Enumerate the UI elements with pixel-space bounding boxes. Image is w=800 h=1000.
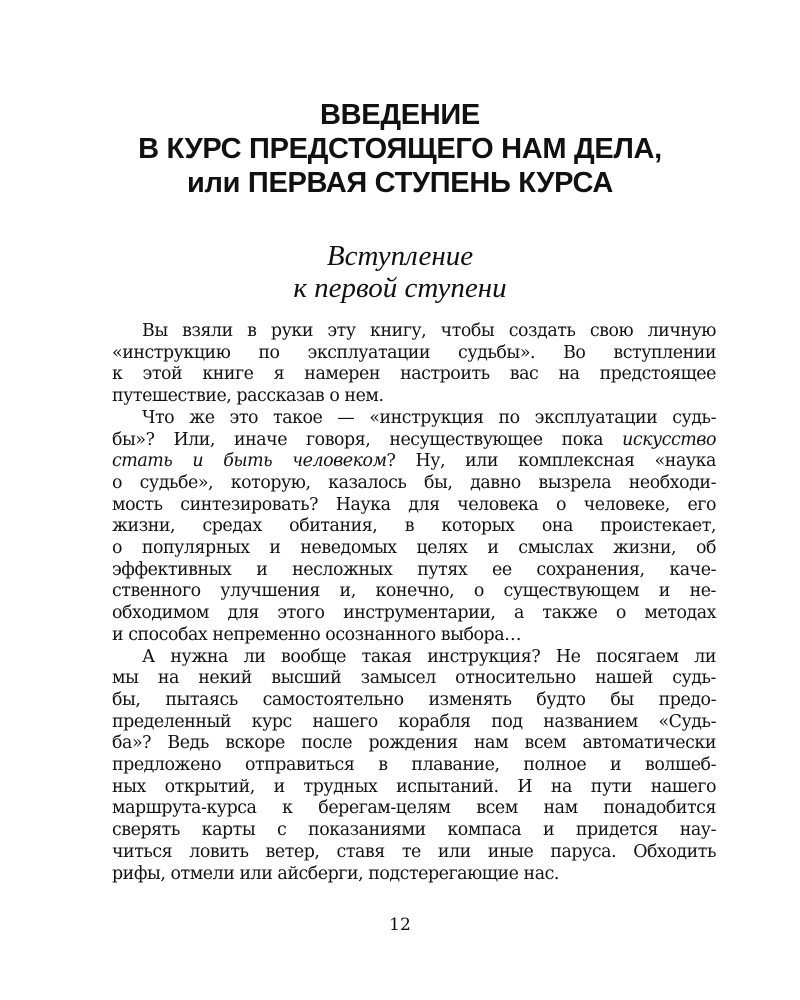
section-title-line: к первой ступени — [293, 272, 507, 304]
emphasis-text: искусство — [622, 429, 716, 450]
text-line: А нужна ли вообще такая инструкция? Не посягаем ли — [142, 646, 716, 667]
text-line: сверять карты с показаниями компаса и придется нау- — [112, 820, 716, 841]
text-line: мость синтезировать? Наука для человека о человеке, его — [112, 494, 716, 515]
chapter-title — [80, 98, 720, 200]
text-line: жизни, средах обитания, в которых она проистекает, — [112, 516, 716, 537]
text-line — [112, 451, 716, 473]
text-line: «инструкцию по эксплуатации судьбы». Во вступлении — [112, 342, 716, 363]
text-line: путешествие, рассказав о нем. — [112, 386, 384, 407]
text-line — [112, 430, 716, 452]
emphasis-text: стать и быть человеком — [112, 451, 387, 472]
text-line: Что же это такое — «инструкция по эксплуатации судь- — [142, 407, 716, 428]
text-line: ственного улучшения и, конечно, о существующем и не- — [112, 581, 716, 602]
text-line: о популярных и неведомых целях и смыслах жизни, об — [112, 538, 716, 559]
page-number: 12 — [389, 915, 411, 935]
text-line: бы, пытаясь самостоятельно изменять будто бы предо- — [112, 689, 716, 710]
text-line: рифы, отмели или айсберги, подстерегающие нас. — [112, 863, 559, 884]
text-line: ных открытий, и трудных испытаний. И на пути нашего — [112, 776, 716, 797]
text-line: читься ловить ветер, ставя те или иные паруса. Обходить — [112, 841, 716, 862]
chapter-title-line: или ПЕРВАЯ СТУПЕНЬ КУРСА — [186, 167, 614, 199]
text-line: пределенный курс нашего корабля под названием «Судь- — [112, 711, 716, 732]
body-text — [112, 321, 716, 885]
text-line: и способах непременно осознанного выбора… — [112, 624, 522, 645]
text-line: к этой книге я намерен настроить вас на предстоящее — [112, 364, 716, 385]
text-line: мы на некий высший замысел относительно нашей судь- — [112, 668, 716, 689]
text-line: маршрута-курса к берегам-целям всем нам понадобится — [112, 798, 716, 819]
text-line: ба»? Ведь вскоре после рождения нам всем автоматически — [112, 733, 716, 754]
text-line: Вы взяли в руки эту книгу, чтобы создать свою личную — [142, 321, 716, 341]
section-title-line: Вступление — [326, 240, 474, 272]
text-line: предложено отправиться в плавание, полное и волшеб- — [112, 755, 716, 776]
text-line: эффективных и несложных путях ее сохранения, каче- — [112, 559, 716, 580]
chapter-title-line: ВВЕДЕНИЕ — [320, 99, 480, 131]
section-title — [80, 240, 720, 304]
chapter-title-line: В КУРС ПРЕДСТОЯЩЕГО НАМ ДЕЛА, — [138, 133, 662, 165]
text-line: обходимом для этого инструментарии, а также о методах — [112, 603, 716, 624]
text-span: ? Ну, или комплексная «наука — [386, 451, 716, 472]
text-span: бы»? Или, иначе говоря, несуществующее пока — [112, 429, 604, 450]
text-line: о судьбе», которую, казалось бы, давно вызрела необходи- — [112, 472, 716, 493]
